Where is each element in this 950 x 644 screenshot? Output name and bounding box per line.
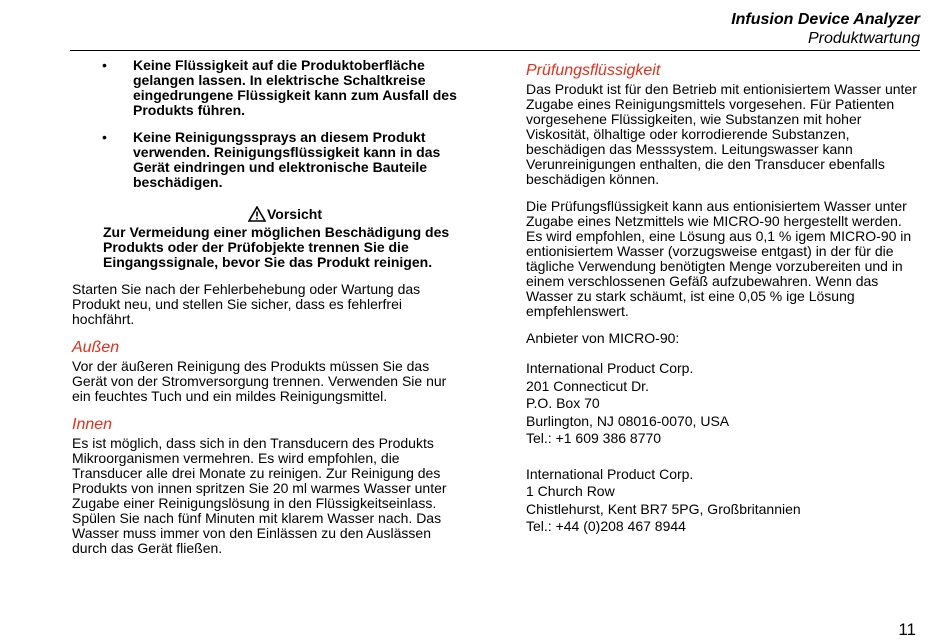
- list-item-text: Keine Flüssigkeit auf die Produktoberfläche gelangen lassen. In elektrische Schaltkreise eingedrungene Flüssigkeit kann zum Ausfall des Produkts führen.: [133, 57, 457, 118]
- caution-text: Zur Vermeidung einer möglichen Beschädigung des Produkts oder der Prüfobjekte trennen Sie die Eingangssignale, bevor Sie das Produkt reinigen.: [103, 224, 450, 270]
- list-item-text: Keine Reinigungssprays an diesem Produkt verwenden. Reinigungsflüssigkeit kann in das Gerät eindringen und elektronische Bauteile beschädigen.: [133, 129, 441, 190]
- page-header: [731, 10, 920, 48]
- address-line: Tel.: +1 609 386 8770: [526, 430, 662, 446]
- document-title: Infusion Device Analyzer: [731, 11, 920, 28]
- left-column: [72, 58, 468, 562]
- caution-heading: [72, 206, 468, 222]
- chapter-title: Produktwartung: [807, 30, 920, 47]
- section-text-outside: Vor der äußeren Reinigung des Produkts müssen Sie das Gerät von der Stromversorgung trennen. Verwenden Sie nur ein feuchtes Tuch und ein mildes Reinigungsmittel.: [72, 358, 447, 404]
- page-number: 11: [898, 620, 916, 639]
- address-line: Tel.: +44 (0)208 467 8944: [526, 518, 686, 534]
- bullet-icon: •: [102, 129, 107, 145]
- right-column: [526, 62, 922, 536]
- intro-paragraph: Starten Sie nach der Fehlerbehebung oder Wartung das Produkt neu, und stellen Sie sicher, dass es fehlerfrei hochfährt.: [72, 281, 421, 327]
- address-line: International Product Corp.: [526, 360, 694, 376]
- address-line: Chistlehurst, Kent BR7 5PG, Großbritannien: [526, 500, 801, 517]
- address-line: Burlington, NJ 08016-0070, USA: [526, 412, 730, 429]
- address-line: International Product Corp.: [526, 465, 694, 482]
- section-heading-test-fluid: Prüfungsflüssigkeit: [526, 62, 661, 79]
- section-text-inside: Es ist möglich, dass sich in den Transducern des Produkts Mikroorganismen vermehren. Es wird empfohlen, die Transducer alle drei Monate zu reinigen. Zur Reinigung des Produkts von innen spritzen Sie 20 ml warmes Wasser unter Zugabe einer Reinigungslösung in den Flüssigkeitseinlass. Spülen Sie nach fünf Minuten mit klarem Wasser nach. Das Wasser muss immer von den Einlässen zu den Auslässen durch das Gerät fließen.: [72, 435, 447, 556]
- warning-list: [72, 58, 468, 190]
- warning-triangle-icon: [248, 206, 266, 222]
- test-fluid-paragraph-1: Das Produkt ist für den Betrieb mit entionisiertem Wasser unter Zugabe eines Reinigungsmittels vorgesehen. Für Patienten vorgesehene Flüssigkeiten, wie Substanzen mit hoher Viskosität, ölhaltige oder korrodierende Substanzen, beschädigen das Messsystem. Leitungswasser kann Verunreinigungen enthalten, die den Transducer ebenfalls beschädigen können.: [526, 81, 917, 187]
- bullet-icon: •: [102, 57, 107, 73]
- address-line: P.O. Box 70: [526, 395, 600, 411]
- address-line: 1 Church Row: [526, 483, 615, 499]
- supplier-address-uk: [526, 466, 922, 536]
- address-line: 201 Connecticut Dr.: [526, 377, 649, 394]
- list-item: [72, 58, 468, 118]
- suppliers-label: Anbieter von MICRO-90:: [526, 330, 680, 346]
- caution-label: Vorsicht: [267, 206, 322, 222]
- section-heading-outside: Außen: [72, 339, 120, 356]
- list-item: [72, 130, 468, 190]
- address-spacer: [526, 448, 922, 466]
- header-rule: [70, 50, 920, 51]
- section-heading-inside: Innen: [72, 416, 113, 433]
- test-fluid-paragraph-2: Die Prüfungsflüssigkeit kann aus entionisiertem Wasser unter Zugabe eines Netzmittels wie MICRO-90 hergestellt werden. Es wird empfohlen, eine Lösung aus 0,1 % igem MICRO-90 in entionisiertem Wasser (vorzugsweise entgast) in der für die tägliche Verwendung benötigten Menge vorzubereiten und in einem verschlossenen Gefäß aufzubewahren. Wenn das Wasser zu stark schäumt, ist eine 0,05 % ige Lösung empfehlenswert.: [526, 198, 912, 319]
- supplier-address-us: [526, 360, 922, 448]
